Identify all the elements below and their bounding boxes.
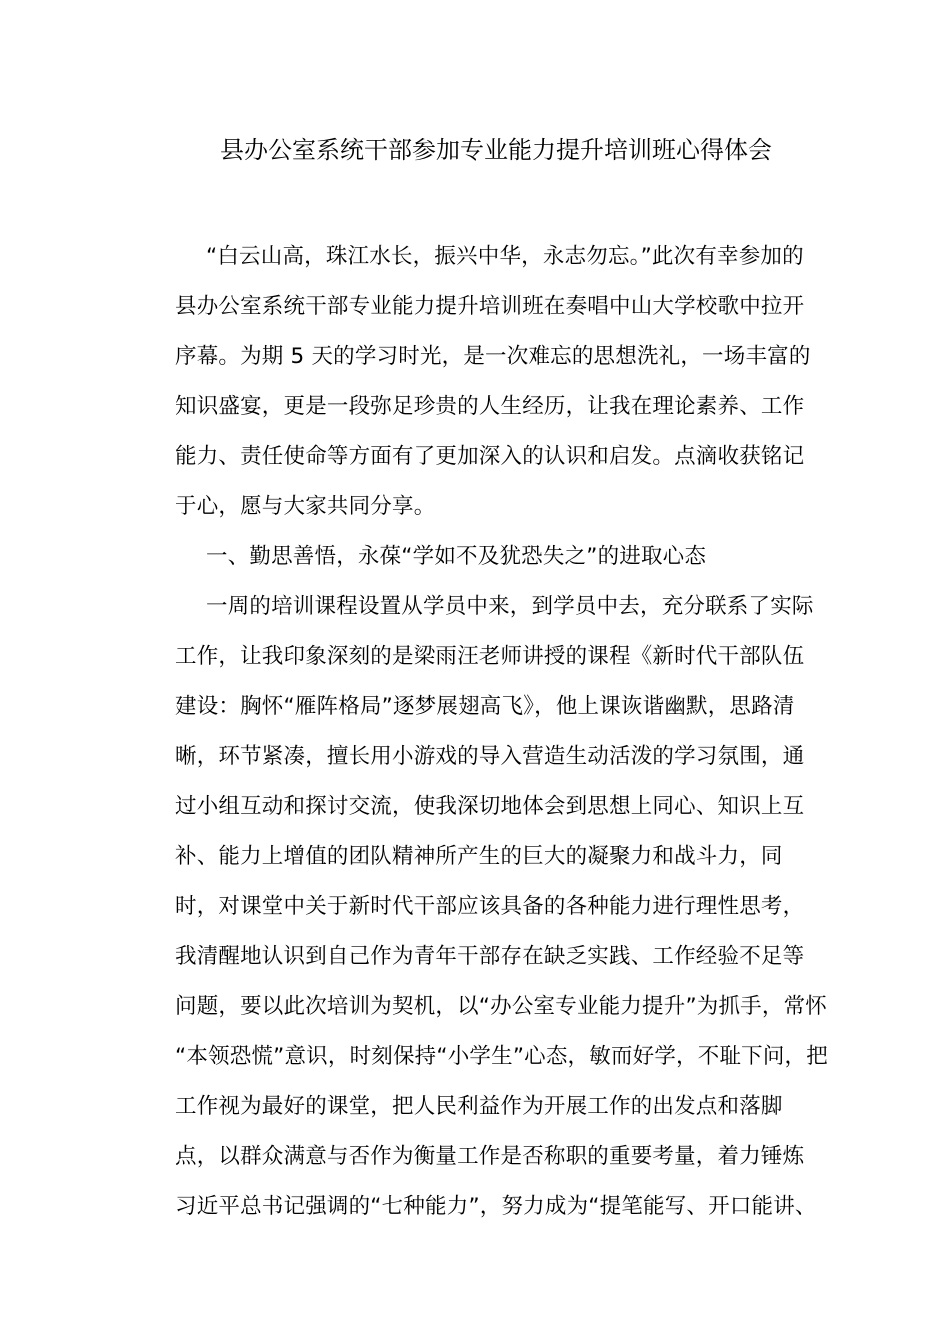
text-line: 工作，让我印象深刻的是梁雨汪老师讲授的课程《新时代干部队伍: [175, 644, 805, 669]
document-title: 县办公室系统干部参加专业能力提升培训班心得体会: [220, 136, 772, 164]
text-line: 晰，环节紧凑，擅长用小游戏的导入营造生动活泼的学习氛围，通: [175, 744, 805, 769]
text-line: 知识盛宴，更是一段弥足珍贵的人生经历，让我在理论素养、工作: [175, 394, 805, 419]
text-line: “本领恐慌”意识，时刻保持“小学生”心态，敏而好学，不耻下问，把: [175, 1044, 828, 1069]
text-line: 县办公室系统干部专业能力提升培训班在奏唱中山大学校歌中拉开: [175, 294, 805, 319]
text-line: 工作视为最好的课堂，把人民利益作为开展工作的出发点和落脚: [175, 1094, 783, 1119]
text-line: 建设：胸怀“雁阵格局”逐梦展翅高飞》，他上课诙谐幽默，思路清: [175, 694, 795, 719]
text-line: 习近平总书记强调的“七种能力”，努力成为“提笔能写、开口能讲、: [175, 1194, 817, 1219]
text-line: 于心，愿与大家共同分享。: [175, 494, 436, 519]
paragraph-section-1: [144, 582, 828, 1232]
section-heading-1: [144, 532, 808, 582]
text-line: “白云山高，珠江水长，振兴中华，永志勿忘。”此次有幸参加的: [206, 244, 804, 269]
text-line: 问题，要以此次培训为契机，以“办公室专业能力提升”为抓手，常怀: [175, 994, 827, 1019]
text-line: 我清醒地认识到自己作为青年干部存在缺乏实践、工作经验不足等: [175, 944, 805, 969]
text-line: 序幕。为期 5 天的学习时光，是一次难忘的思想洗礼，一场丰富的: [175, 344, 811, 369]
text-line: 补、能力上增值的团队精神所产生的巨大的凝聚力和战斗力，同: [175, 844, 783, 869]
text-line: 点，以群众满意与否作为衡量工作是否称职的重要考量，着力锤炼: [175, 1144, 805, 1169]
document-body: [144, 232, 828, 1232]
text-line: 过小组互动和探讨交流，使我深切地体会到思想上同心、知识上互: [175, 794, 805, 819]
section-heading-text: 一、勤思善悟，永葆“学如不及犹恐失之”的进取心态: [206, 544, 707, 569]
text-line: 一周的培训课程设置从学员中来，到学员中去，充分联系了实际: [206, 594, 814, 619]
paragraph-intro: [144, 232, 811, 532]
text-line: 能力、责任使命等方面有了更加深入的认识和启发。点滴收获铭记: [175, 444, 805, 469]
text-line: 时，对课堂中关于新时代干部应该具备的各种能力进行理性思考，: [175, 894, 805, 919]
